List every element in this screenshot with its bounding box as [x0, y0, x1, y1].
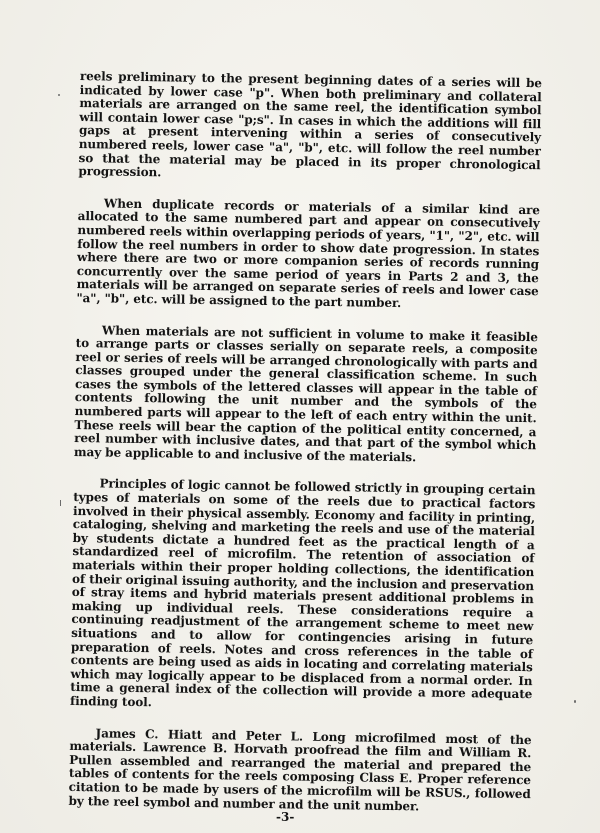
- scan-speck: [58, 94, 60, 96]
- paragraph-5: James C. Hiatt and Peter L. Long microfilmed most of the materials. Lawrence B. Horvath proofread the film and William R. Pullen assembled and rearranged the material and prepared the tables of contents for the reels composing Class E. Proper reference citation to be made by users of the microfilm will be RSUS., followed by the reel symbol and number and the unit number.: [68, 725, 532, 813]
- paragraph-1: reels preliminary to the present beginning dates of a series will be indicated by lower case "p". When both preliminary and collateral materials are arranged on the same reel, the identification symbol will contain lower case "p;s". In cases in which the additions will fill gaps at present intervening within a series of consecutively numbered reels, lower case "a", "b", etc. will follow the reel number so that the material may be placed in its proper chronological progression.: [78, 69, 542, 180]
- body-text: [68, 70, 542, 833]
- scan-speck: [60, 500, 61, 506]
- paragraph-3: When materials are not sufficient in volume to make it feasible to arrange parts or classes serially on separate reels, a composite reel or series of reels will be arranged chronologically with parts and classes grouped under the general classification scheme. In such cases the symbols of the lettered classes will appear in the table of contents following the unit number and the symbols of the numbered parts will appear to the left of each entry within the unit. These reels will bear the caption of the political entity concerned, a reel number with inclusive dates, and that part of the symbol which may be applicable to and inclusive of the materials.: [73, 322, 538, 465]
- page-number: -3-: [276, 810, 295, 824]
- scan-speck: [574, 700, 576, 703]
- paragraph-4: Principles of logic cannot be followed strictly in grouping certain types of materials on some of the reels due to practical factors involved in their physical assembly. Economy and facility in printing, cataloging, shelving and marketing the reels and use of the material by students dictate a hundred feet as the practical length of a standardized reel of microfilm. The retention of association of materials within their proper holding collections, the identification of their original issuing authority, and the inclusion and preservation of stray items and hybrid materials present additional problems in making up individual reels. These considerations require a continuing readjustment of the arrangement scheme to meet new situations and to allow for contingencies arising in future preparation of reels. Notes and cross references in the table of contents are being used as aids in locating and correlating materials which may logically appear to be displaced from a normal order. In time a general index of the collection will provide a more adequate finding tool.: [69, 476, 536, 710]
- paragraph-2: When duplicate records or materials of a similar kind are allocated to the same numbered part and appear on consecutively numbered reels within overlapping periods of years, "1", "2", etc. will follow the reel numbers in order to show date progression. In states where there are two or more companion series of records running concurrently over the same period of years in Parts 2 and 3, the materials will be arranged on separate series of reels and lower case "a", "b", etc. will be assigned to the part number.: [76, 196, 540, 310]
